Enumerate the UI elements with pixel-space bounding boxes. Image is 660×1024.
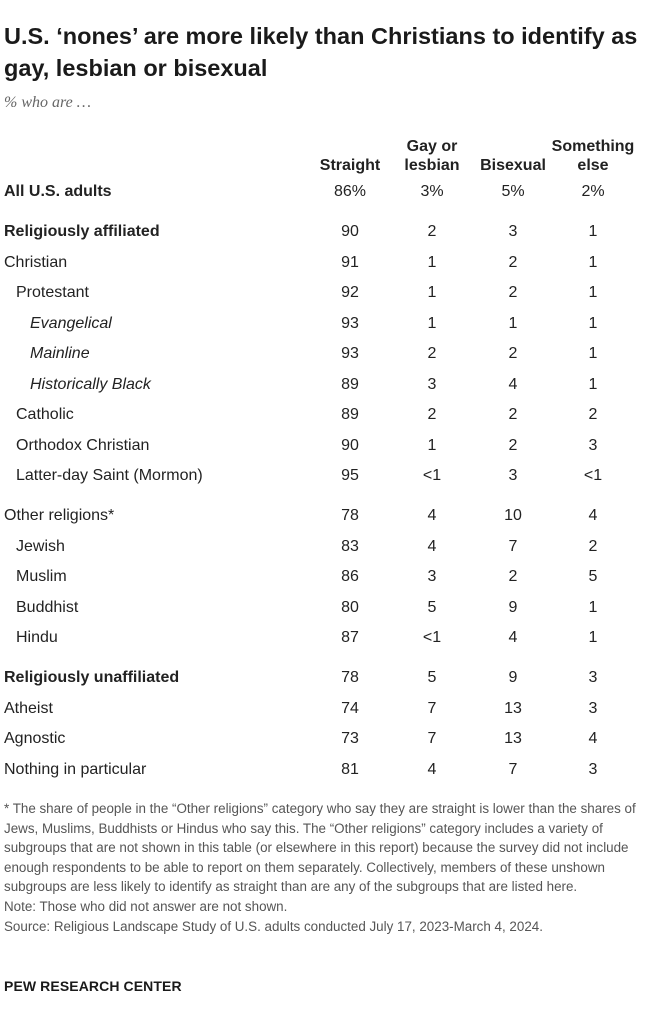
- table-cell: 1: [588, 629, 598, 646]
- table-cell: 3: [427, 376, 437, 393]
- table-cell: <1: [583, 467, 603, 484]
- table-cell: 1: [588, 376, 598, 393]
- table-cell: 13: [504, 700, 522, 717]
- row-label: Other religions*: [4, 507, 115, 524]
- row-label: Agnostic: [4, 730, 66, 747]
- table-cell: 78: [341, 669, 359, 686]
- table-cell: 93: [341, 315, 359, 332]
- table-cell: 2: [508, 406, 518, 423]
- table-cell: 13: [504, 730, 522, 747]
- table-cell: 2: [427, 345, 437, 362]
- table-cell: 2: [427, 223, 437, 240]
- table-cell: <1: [422, 629, 442, 646]
- table-cell: 4: [427, 507, 437, 524]
- row-label: Jewish: [16, 538, 65, 555]
- table-cell: 5: [588, 568, 598, 585]
- footnotes: [4, 799, 658, 936]
- column-header-line: lesbian: [404, 157, 460, 174]
- table-cell: 87: [341, 629, 359, 646]
- column-header-line: Something: [551, 138, 635, 155]
- row-label: Mainline: [30, 345, 90, 362]
- row-label: Christian: [4, 254, 68, 271]
- table-cell: 73: [341, 730, 359, 747]
- column-header-line: Straight: [319, 157, 381, 174]
- table-cell: 74: [341, 700, 359, 717]
- table-cell: 4: [427, 538, 437, 555]
- table-cell: 2: [508, 284, 518, 301]
- table-cell: 4: [588, 507, 598, 524]
- table-cell: 7: [508, 761, 518, 778]
- table-cell: 1: [427, 437, 437, 454]
- table-cell: 89: [341, 376, 359, 393]
- table-cell: 4: [508, 376, 518, 393]
- table-cell: 3: [588, 669, 598, 686]
- table-cell: 3: [427, 568, 437, 585]
- row-label: All U.S. adults: [4, 183, 112, 200]
- row-label: Latter-day Saint (Mormon): [16, 467, 203, 484]
- row-label: Orthodox Christian: [16, 437, 150, 454]
- table-cell: 2: [508, 437, 518, 454]
- table-cell: 92: [341, 284, 359, 301]
- table-cell: 2: [508, 568, 518, 585]
- table-cell: 1: [588, 345, 598, 362]
- row-label: Religiously affiliated: [4, 223, 160, 240]
- table-cell: 3: [588, 700, 598, 717]
- table-cell: 4: [427, 761, 437, 778]
- table-cell: 1: [588, 315, 598, 332]
- table-cell: 1: [427, 284, 437, 301]
- column-header-0: [320, 156, 380, 175]
- table-cell: 1: [588, 284, 598, 301]
- table-cell: 1: [588, 254, 598, 271]
- table-cell: 2: [588, 538, 598, 555]
- row-label: Religiously unaffiliated: [4, 669, 180, 686]
- column-header-line: Gay or: [406, 138, 458, 155]
- table-cell: 2: [508, 345, 518, 362]
- column-header-line: Bisexual: [480, 157, 546, 174]
- row-label: Catholic: [16, 406, 74, 423]
- table-cell: 90: [341, 437, 359, 454]
- table-cell: 1: [508, 315, 518, 332]
- table-cell: 1: [588, 599, 598, 616]
- column-header-3: [552, 137, 635, 175]
- table-cell: 89: [341, 406, 359, 423]
- row-label: Evangelical: [30, 315, 112, 332]
- column-header-2: [480, 156, 546, 175]
- row-label: Hindu: [16, 629, 58, 646]
- table-cell: 90: [341, 223, 359, 240]
- table-cell: 7: [427, 700, 437, 717]
- note: Note: Those who did not answer are not shown.: [4, 898, 288, 914]
- table-cell: 93: [341, 345, 359, 362]
- table-cell: 81: [341, 761, 359, 778]
- table-cell: 4: [588, 730, 598, 747]
- table-cell: 2: [588, 406, 598, 423]
- table-cell: 5: [427, 599, 437, 616]
- row-label: Nothing in particular: [4, 761, 147, 778]
- table-cell: 1: [427, 254, 437, 271]
- table-cell: 83: [341, 538, 359, 555]
- table-cell: 3: [508, 223, 518, 240]
- table-cell: 10: [504, 507, 522, 524]
- row-label: Protestant: [16, 284, 89, 301]
- table-cell: 5%: [501, 183, 525, 200]
- table-cell: 7: [508, 538, 518, 555]
- row-label: Atheist: [4, 700, 53, 717]
- column-header-line: else: [577, 157, 609, 174]
- table-cell: 91: [341, 254, 359, 271]
- table-cell: 78: [341, 507, 359, 524]
- table-cell: 4: [508, 629, 518, 646]
- source: Source: Religious Landscape Study of U.S. adults conducted July 17, 2023-March 4, 2024.: [4, 918, 543, 934]
- table-cell: 1: [588, 223, 598, 240]
- table-cell: 9: [508, 669, 518, 686]
- chart-title: U.S. ‘nones’ are more likely than Christians to identify as gay, lesbian or bisexual: [4, 23, 638, 81]
- table-cell: 5: [427, 669, 437, 686]
- table-cell: 86: [341, 568, 359, 585]
- table-cell: 2: [427, 406, 437, 423]
- chart-subtitle: % who are …: [4, 94, 91, 111]
- table-cell: <1: [422, 467, 442, 484]
- asterisk-footnote: * The share of people in the “Other religions” category who say they are straight is lower than the shares of Jews, Muslims, Buddhists or Hindus who say this. The “Other religions” category includes a variety of subgroups that are not shown in this table (or elsewhere in this report) because the survey did not include enough respondents to be able to report on them separately. Collectively, members of these unshown subgroups are less likely to identify as straight than are any of the subgroups that are listed here.: [4, 801, 636, 895]
- table-cell: 86%: [333, 183, 367, 200]
- table-cell: 95: [341, 467, 359, 484]
- table-cell: 3: [588, 437, 598, 454]
- row-label: Buddhist: [16, 599, 79, 616]
- row-label: Historically Black: [30, 376, 151, 393]
- table-cell: 9: [508, 599, 518, 616]
- table-cell: 3: [508, 467, 518, 484]
- table-cell: 1: [427, 315, 437, 332]
- org-logo-text: PEW RESEARCH CENTER: [4, 978, 182, 994]
- table-cell: 3%: [420, 183, 444, 200]
- table-cell: 80: [341, 599, 359, 616]
- table-cell: 2%: [581, 183, 605, 200]
- row-label: Muslim: [16, 568, 67, 585]
- table-cell: 7: [427, 730, 437, 747]
- table-cell: 2: [508, 254, 518, 271]
- column-header-1: [404, 137, 459, 175]
- table-cell: 3: [588, 761, 598, 778]
